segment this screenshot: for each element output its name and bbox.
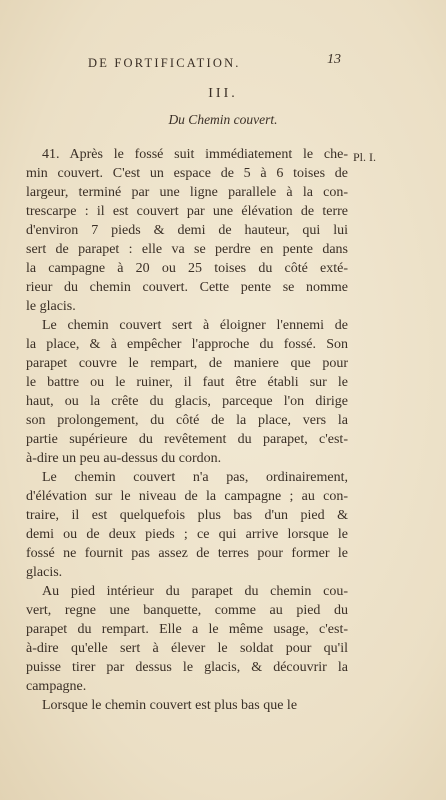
- text-line: sert de parapet : elle va se perdre en pente dans: [26, 242, 348, 257]
- text-line: Lorsque le chemin couvert est plus bas que le: [42, 698, 298, 713]
- text-line: d'environ 7 pieds & demi de hauteur, qui lui: [26, 223, 348, 238]
- text-line: parapet du rempart. Elle a le même usage, c'est-: [26, 622, 348, 637]
- text-line: son prolongement, du côté de la place, vers la: [26, 413, 348, 428]
- text-line: Le chemin couvert sert à éloigner l'ennemi de: [42, 318, 348, 333]
- text-line: la place, & à empêcher l'approche du fossé. Son: [26, 337, 348, 352]
- text-line: la campagne à 20 ou 25 toises du côté exté-: [26, 261, 348, 276]
- running-header: DE FORTIFICATION.: [88, 56, 241, 70]
- text-line: fossé ne fournit pas assez de terres pour former le: [26, 546, 348, 561]
- text-line: traire, il est quelquefois plus bas d'un pied &: [26, 508, 348, 523]
- text-line: largeur, terminé par une ligne parallele à la con-: [26, 185, 348, 200]
- text-line: 41. Après le fossé suit immédiatement le che-: [42, 147, 348, 162]
- text-line: campagne.: [26, 679, 87, 694]
- text-line: glacis.: [26, 565, 63, 580]
- text-line: demi ou de deux pieds ; ce qui arrive lorsque le: [26, 527, 348, 542]
- section-title: Du Chemin couvert.: [168, 112, 278, 127]
- page-number: 13: [327, 52, 341, 67]
- section-number: III.: [208, 86, 238, 101]
- text-line: à-dire qu'elle sert à élever le soldat pour qu'il: [26, 641, 348, 656]
- text-line: vert, regne une banquette, comme au pied du: [26, 603, 348, 618]
- text-line: haut, ou la crête du glacis, parceque l'on dirige: [26, 394, 348, 409]
- text-line: le glacis.: [26, 299, 76, 314]
- margin-plate-reference: Pl. I.: [353, 150, 377, 164]
- text-line: min couvert. C'est un espace de 5 à 6 toises de: [26, 166, 348, 181]
- text-line: Au pied intérieur du parapet du chemin cou-: [42, 584, 348, 599]
- text-line: partie supérieure du revêtement du parapet, c'est-: [26, 432, 348, 447]
- text-line: à-dire un peu au-dessus du cordon.: [26, 451, 222, 466]
- text-line: parapet couvre le rempart, de maniere que pour: [26, 356, 348, 371]
- text-line: trescarpe : il est couvert par une élévation de terre: [26, 204, 348, 219]
- text-line: puisse tirer par dessus le glacis, & découvrir la: [26, 660, 348, 675]
- text-line: le battre ou le ruiner, il faut être établi sur le: [26, 375, 348, 390]
- text-line: d'élévation sur le niveau de la campagne ; au con-: [26, 489, 348, 504]
- text-line: rieur du chemin couvert. Cette pente se nomme: [26, 280, 348, 295]
- text-line: Le chemin couvert n'a pas, ordinairement,: [42, 470, 348, 485]
